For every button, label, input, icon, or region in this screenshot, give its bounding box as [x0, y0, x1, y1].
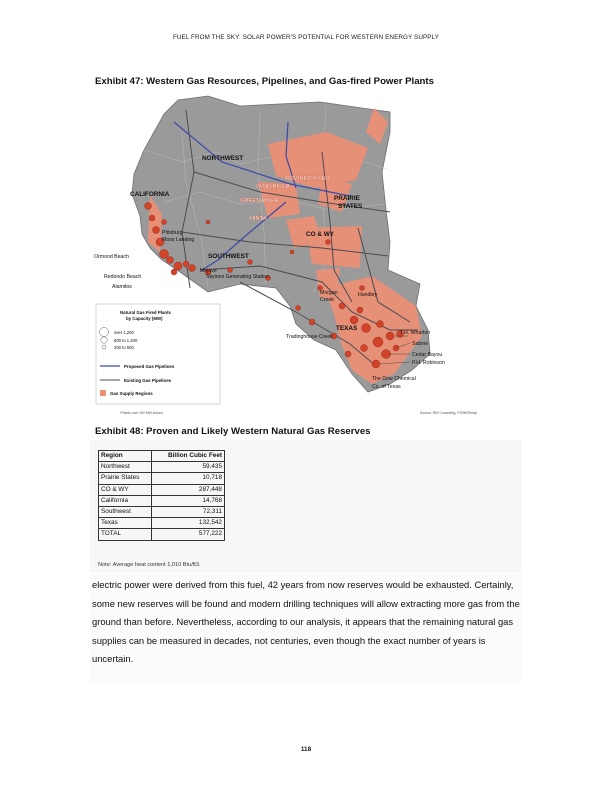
plant-label-pittsburg: Pittsburg	[162, 230, 183, 236]
reserves-table-panel	[90, 440, 522, 572]
table-header-row	[99, 451, 225, 462]
map-label-green-river: GREEN RIVER	[240, 198, 279, 204]
legend-size-large: over 1,200	[114, 330, 134, 335]
legend-size-medium: 600 to 1,200	[114, 338, 138, 343]
plant-label-morgan: Morgan	[320, 290, 338, 296]
western-us-map	[90, 92, 522, 422]
page-number: 118	[300, 746, 312, 753]
plant-label-cedar-bayou: Cedar Bayou	[412, 352, 443, 358]
map-source: Source: RDI Consulting, POWERmap	[420, 411, 477, 415]
exhibit-47-title: Exhibit 47: Western Gas Resources, Pipelines, and Gas-fired Power Plants	[95, 76, 434, 87]
legend-proposed: Proposed Gas Pipelines	[124, 364, 175, 369]
value-cell: 14,768	[152, 495, 225, 506]
legend-supply: Gas Supply Regions	[110, 391, 153, 396]
table-row-total	[99, 529, 225, 540]
plant-label-th-wharton: T.H. Wharton	[400, 330, 431, 336]
map-label-co-wy: CO & WY	[306, 231, 335, 238]
gas-resources-map	[90, 92, 522, 422]
plant-label-dow-chemical: The Dow Chemical	[372, 376, 416, 382]
value-cell: 10,718	[152, 473, 225, 484]
column-header-bcf: Billion Cubic Feet	[152, 451, 225, 462]
map-label-states: STATES	[338, 203, 363, 210]
value-cell: 577,222	[152, 529, 225, 540]
table-row	[99, 462, 225, 473]
map-label-northwest: NORTHWEST	[202, 155, 244, 162]
map-legend	[96, 304, 220, 404]
legend-title-line1: Natural Gas Fired Plants	[120, 310, 171, 315]
map-label-wind-river: WIND RIVER	[256, 184, 290, 190]
plant-label-redondo-beach: Redondo Beach	[104, 274, 142, 280]
plant-label-tradinghouse-creek: Tradinghouse Creek	[286, 334, 333, 340]
region-cell: Texas	[99, 518, 152, 529]
table-row	[99, 506, 225, 517]
legend-existing: Existing Gas Pipelines	[124, 378, 172, 383]
legend-size-small: 200 to 600	[114, 345, 134, 350]
plant-label-co-of-texas: Co. of Texas	[372, 384, 401, 390]
table-row	[99, 495, 225, 506]
table-row	[99, 518, 225, 529]
map-label-uinta: UINTA	[250, 216, 267, 222]
plant-label-mojave: Mojave	[200, 268, 217, 274]
body-panel	[90, 574, 522, 684]
region-cell: Prairie States	[99, 473, 152, 484]
plant-label-handley: Handley	[358, 292, 378, 298]
reserves-table	[98, 450, 225, 541]
legend-supply-swatch	[100, 390, 106, 396]
plant-label-ormond-beach: Ormond Beach	[94, 254, 129, 260]
map-label-california: CALIFORNIA	[130, 191, 170, 198]
value-cell: 132,542	[152, 518, 225, 529]
plant-label-sabine: Sabine	[412, 341, 429, 347]
plant-label-alamitos: Alamitos	[112, 284, 132, 290]
map-footnote: *Plants over 200 MW shown.	[120, 411, 164, 415]
value-cell: 72,311	[152, 506, 225, 517]
map-label-texas: TEXAS	[336, 325, 358, 332]
table-note: Note: Average heat content 1,010 Btu/ft3.	[98, 562, 201, 568]
map-label-prairie: PRAIRIE	[334, 195, 360, 202]
region-cell: Northwest	[99, 462, 152, 473]
map-label-powder-river: POWDER RIVER	[286, 176, 330, 182]
region-cell: Southwest	[99, 506, 152, 517]
running-header: FUEL FROM THE SKY: SOLAR POWER'S POTENTIAL FOR WESTERN ENERGY SUPPLY	[172, 34, 440, 41]
table-row	[99, 484, 225, 495]
plant-label-moss-landing: Moss Landing	[162, 237, 195, 243]
map-label-southwest: SOUTHWEST	[208, 253, 249, 260]
plant-label-ph-robinson: P.H. Robinson	[412, 360, 445, 366]
column-header-region: Region	[99, 451, 152, 462]
legend-title-line2: by Capacity (MW)	[126, 316, 163, 321]
value-cell: 287,448	[152, 484, 225, 495]
region-cell: CO & WY	[99, 484, 152, 495]
body-paragraph: electric power were derived from this fuel, 42 years from now reserves would be exhausted. Certainly, some new reserves will be found and modern drilling techniques will allow extracting more gas from the ground than before. Nevertheless, according to our analysis, it appears that the remaining natural gas supplies can be measured in decades, not centuries, even though the exact number of years is uncertain.	[92, 579, 520, 665]
value-cell: 59,435	[152, 462, 225, 473]
exhibit-48-title: Exhibit 48: Proven and Likely Western Natural Gas Reserves	[95, 426, 371, 437]
region-cell: California	[99, 495, 152, 506]
plant-label-skyines: Skyines Generating Station	[206, 274, 269, 280]
table-row	[99, 473, 225, 484]
region-cell: TOTAL	[99, 529, 152, 540]
plant-label-creek: Creek	[320, 297, 334, 303]
